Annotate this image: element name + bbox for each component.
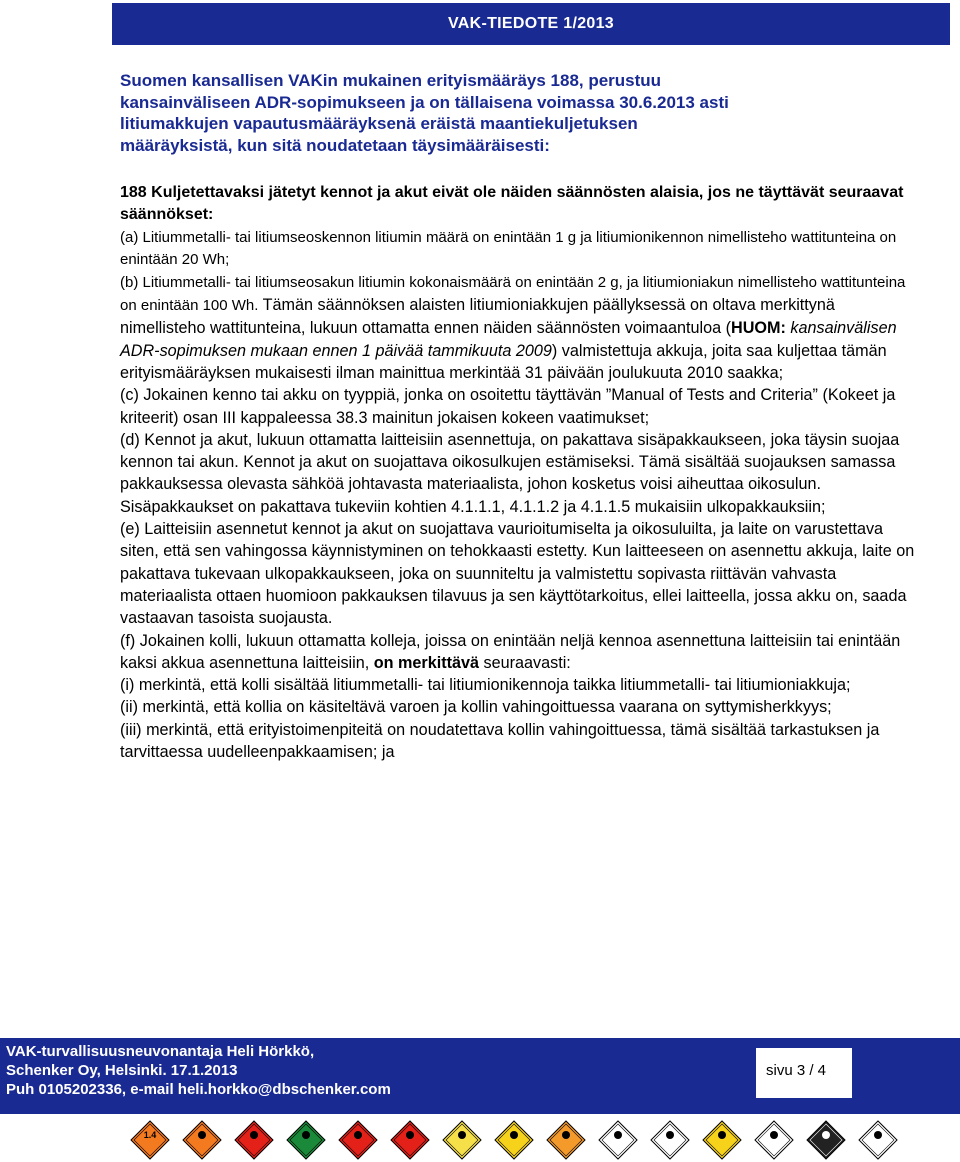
intro-line: kansainväliseen ADR-sopimukseen ja on tällaisena voimassa 30.6.2013 asti	[120, 92, 729, 112]
oxidizer-sign-icon	[494, 1120, 534, 1160]
header-title: VAK-TIEDOTE 1/2013	[447, 15, 615, 32]
footer-line: VAK-turvallisuusneuvonantaja Heli Hörkkö,	[6, 1043, 315, 1060]
fissile-sign-icon	[754, 1120, 794, 1160]
organic-peroxide-sign-icon	[546, 1120, 586, 1160]
flammable-solid-sign-icon	[390, 1120, 430, 1160]
huom-text: kansainvälisen ADR-sopimuksen mukaan ennen 1 päivää tammikuuta 2009	[120, 319, 897, 360]
footer-line: Schenker Oy, Helsinki. 17.1.2013	[6, 1062, 238, 1079]
intro-line: litiumakkujen vapautusmääräyksenä eräistä maantiekuljetuksen	[120, 114, 638, 133]
document-header	[112, 3, 950, 45]
regulation-text	[120, 182, 920, 763]
radioactive-sign-icon	[702, 1120, 742, 1160]
item-f-bold: on merkittävä	[373, 653, 480, 672]
item-b-text: (b) Litiummetalli- tai litiumseosakun litiumin kokonaismäärä on enintään 2 g, ja litiumioniakun nimellisteho wattitunteina on enintään 100 Wh.	[120, 274, 906, 315]
flammable-liquid-sign-icon	[338, 1120, 378, 1160]
item-ii: (ii) merkintä, että kollia on käsiteltävä varoen ja kollin vahingoittuessa vaarana on syttymisherkkyys;	[120, 698, 832, 717]
document-footer	[0, 1038, 960, 1114]
non-flammable-gas-sign-icon	[286, 1120, 326, 1160]
page-number: sivu 3 / 4	[766, 1062, 827, 1079]
item-i: (i) merkintä, että kolli sisältää litiummetalli- tai litiumionikennoja taikka litiummetalli- tai litiumioniakkuja;	[120, 676, 851, 695]
hazard-signs-row	[130, 1120, 910, 1162]
item-f-end: seuraavasti:	[479, 653, 571, 672]
item-d: (d) Kennot ja akut, lukuun ottamatta laitteisiin asennettuja, on pakattava sisäpakkaukseen, joka täysin suojaa kennon tai akun. Kennot ja akut on suojattava oikosulkujen estämiseksi. Tämä sisältää suojauksen samassa pakkauksessa olevasta sähköä johtavasta materiaalista, johon kosketus voisi aiheuttaa oikosulun. Sisäpakkaukset on pakattava tukeviin kohtien 4.1.1.1, 4.1.1.2 ja 4.1.1.5 mukaisiin ulkopakkauksiin;	[120, 430, 900, 516]
item-f	[120, 630, 920, 675]
item-b-note: Tämän säännöksen alaisten litiumioniakkujen päällyksessä on oltava merkittynä nimellisteho wattitunteina, lukuun ottamatta ennen näiden säännösten voimaantuloa (	[120, 296, 835, 338]
item-f-text: (f) Jokainen kolli, lukuun ottamatta kolleja, joissa on enintään neljä kennoa asennettuna laitteisiin tai enintään kaksi akkua asennettuna laitteisiin,	[120, 631, 901, 672]
intro-line: Suomen kansallisen VAKin mukainen erityismääräys 188, perustuu	[120, 71, 662, 90]
item-c: (c) Jokainen kenno tai akku on tyyppiä, jonka on osoitettu täyttävän ”Manual of Tests and Criteria” (Kokeet ja kriteerit) osan III kappaleessa 38.3 mainitun jokaisen kokeen vaatimukset;	[120, 386, 896, 427]
huom-label: HUOM:	[731, 319, 786, 338]
corrosive-sign-icon	[806, 1120, 846, 1160]
item-iii: (iii) merkintä, että erityistoimenpiteitä on noudatettava kollin vahingoittuessa, tämä sisältää tarkastuksen ja tarvittaessa uudelleenpakkaamisen; ja	[120, 720, 880, 762]
dangerous-when-wet-sign-icon	[442, 1120, 482, 1160]
page-number-box	[756, 1048, 852, 1098]
item-a: (a) Litiummetalli- tai litiumseoskennon litiumin määrä on enintään 1 g ja litiumionikennon nimellisteho wattitunteina on enintään 20 Wh;	[120, 228, 897, 268]
footer-line: Puh 0105202336, e-mail heli.horkko@dbschenker.com	[6, 1081, 391, 1098]
footer-contact	[6, 1042, 391, 1099]
intro-text	[120, 70, 930, 156]
flammable-gas-sign-icon	[234, 1120, 274, 1160]
explosive-sign-icon	[182, 1120, 222, 1160]
miscellaneous-sign-icon	[858, 1120, 898, 1160]
item-e: (e) Laitteisiin asennetut kennot ja akut on suojattava vaurioitumiselta ja oikosuluilta, ja laite on varustettava siten, että sen vahingossa käynnistyminen on tehokkaasti estetty. Kun laitteeseen on asennettu akkuja, laite on pakattava tukevaan ulkopakkaukseen, joka on suunniteltu ja valmistettu sopivasta riittävän vahvasta materiaalista ottaen huomioon pakkauksen tilavuus ja sen käyttötarkoitus, ellei laitteella, jossa akku on, saada vastaavan tasoista suojausta.	[120, 520, 915, 628]
item-b-end: ) valmistettuja akkuja, joita saa kuljettaa tämän erityismääräyksen mukaisesti ilman mainittua merkintää 31 päivään joulukuuta 2010 saakka;	[120, 341, 887, 382]
explosive-1-4-sign-icon	[130, 1120, 170, 1160]
infectious-sign-icon	[650, 1120, 690, 1160]
item-b	[120, 271, 920, 384]
toxic-sign-icon	[598, 1120, 638, 1160]
intro-line: määräyksistä, kun sitä noudatetaan täysimääräisesti:	[120, 135, 550, 155]
regulation-lead: 188 Kuljetettavaksi jätetyt kennot ja akut eivät ole näiden säännösten alaisia, jos ne täyttävät seuraavat säännökset:	[120, 184, 904, 224]
svg-text:1.4: 1.4	[143, 1130, 157, 1140]
